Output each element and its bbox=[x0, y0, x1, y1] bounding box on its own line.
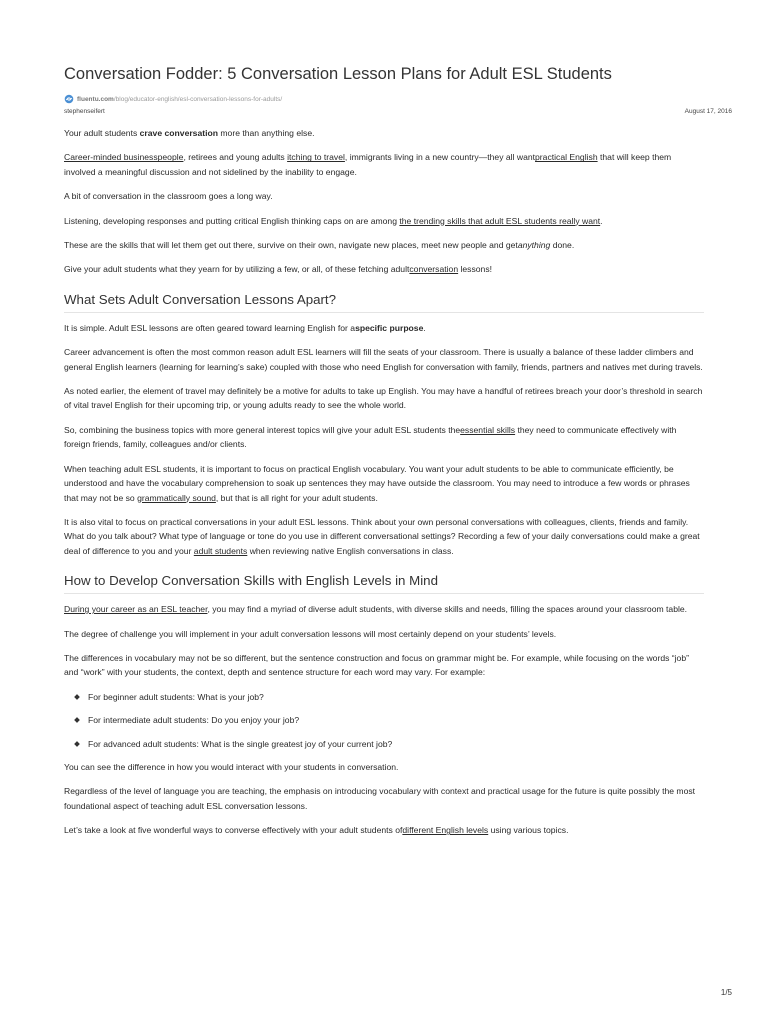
section1-paragraph-3: As noted earlier, the element of travel may definitely be a motive for adults to take up English. You may have a handful of retirees breach your door’s threshold in search of vital travel English for their upcoming trip, or young adults ready to see the whole world. bbox=[64, 386, 703, 411]
link-essential-skills[interactable]: essential skills bbox=[460, 424, 516, 435]
link-different-english-levels[interactable]: different English levels bbox=[402, 825, 489, 836]
source-url[interactable] bbox=[64, 93, 282, 105]
section1-paragraph-5: When teaching adult ESL students, it is important to focus on practical English vocabulary. You want your adult students to be able to communicate efficiently, be understood and have the vocabulary comprehension to soak up sentences they may have outside the classroom. You may need to introduce a few words or phrases that may not be so grammatically sound, but that is all right for your adult students. bbox=[64, 463, 690, 503]
section1-paragraph-1: It is simple. Adult ESL lessons are often geared toward learning English for aspecific purpose. bbox=[64, 322, 426, 333]
section2-paragraph-1: During your career as an ESL teacher, you may find a myriad of diverse adult students, with diverse skills and needs, filling the spaces around your classroom table. bbox=[64, 604, 688, 615]
link-icon bbox=[64, 94, 74, 104]
intro-paragraph-6: Give your adult students what they yearn for by utilizing a few, or all, of these fetching adultconversation lessons! bbox=[64, 264, 493, 275]
author-name: stephenseifert bbox=[64, 108, 105, 115]
section2-paragraph-6: Let’s take a look at five wonderful ways to converse effectively with your adult students ofdifferent English levels using various topics. bbox=[64, 825, 569, 836]
section-heading-adult-lessons-apart: What Sets Adult Conversation Lessons Apart? bbox=[64, 291, 704, 313]
intro-paragraph-2: Career-minded businesspeople, retirees and young adults itching to travel, immigrants living in a new country—they all wantpractical English that will keep them involved a meaningful discussion and not sidelined by the inability to engage. bbox=[64, 152, 672, 177]
section1-paragraph-2: Career advancement is often the most common reason adult ESL learners will fill the seats of your classroom. There is usually a balance of these ladder climbers and general English learners (learning for learning’s sake) coupled with those who need English for conversation with family, friends, partners and natives met during travels. bbox=[64, 347, 703, 372]
intro-paragraph-4: Listening, developing responses and putting critical English thinking caps on are among the trending skills that adult ESL students really want. bbox=[64, 215, 603, 226]
link-adult-students[interactable]: adult students bbox=[193, 545, 248, 556]
publish-date: August 17, 2016 bbox=[684, 108, 732, 115]
article-meta bbox=[64, 108, 732, 115]
section2-paragraph-2: The degree of challenge you will implement in your adult conversation lessons will most certainly depend on your students’ levels. bbox=[64, 628, 557, 639]
bullet-icon bbox=[74, 694, 80, 700]
bullet-icon bbox=[74, 741, 80, 747]
bullet-icon bbox=[74, 717, 80, 723]
level-examples-list bbox=[64, 690, 704, 751]
section2-paragraph-5: Regardless of the level of language you are teaching, the emphasis on introducing vocabulary with context and practical usage for the future is quite possibly the most foundational aspect of teaching adult ESL conversation lessons. bbox=[64, 786, 696, 811]
link-practical-english[interactable]: practical English bbox=[535, 152, 598, 163]
section1-paragraph-4: So, combining the business topics with more general interest topics will give your adult ESL students theessential skills they need to communicate effectively with foreign friends, family, colleagues and/or clients. bbox=[64, 424, 677, 450]
section-heading-conversation-skills: How to Develop Conversation Skills with English Levels in Mind bbox=[64, 572, 704, 594]
list-item: For intermediate adult students: Do you enjoy your job? bbox=[88, 713, 704, 727]
link-grammatically-sound[interactable]: grammatically sound bbox=[137, 492, 216, 503]
link-trending-skills[interactable]: the trending skills that adult ESL students really want bbox=[399, 215, 601, 226]
section2-paragraph-3: The differences in vocabulary may not be so different, but the sentence construction and focus on grammar might be. For example, while focusing on the words “job” and “work” with your students, the context, depth and sentence structure for each word may vary. For example: bbox=[64, 652, 689, 678]
intro-paragraph-5: These are the skills that will let them get out there, survive on their own, navigate new places, meet new people and getanything done. bbox=[64, 240, 575, 251]
page-number: 1/5 bbox=[720, 988, 732, 997]
intro-paragraph-3: A bit of conversation in the classroom goes a long way. bbox=[64, 191, 273, 202]
source-domain: fluentu.com bbox=[77, 95, 114, 103]
link-conversation[interactable]: conversation bbox=[409, 264, 459, 275]
source-path: /blog/educator-english/esl-conversation-lessons-for-adults/ bbox=[113, 95, 283, 103]
intro-paragraph-1: Your adult students crave conversation more than anything else. bbox=[64, 128, 315, 138]
article-body bbox=[64, 126, 704, 848]
section1-paragraph-6: It is also vital to focus on practical conversations in your adult ESL lessons. Think about your own personal conversations with colleagues, clients, friends and family. What do you talk about? What type of language or tone do you use in different conversational settings? Recording a few of your daily conversations could make a great deal of difference to you and your adult students when reviewing native English conversations in class. bbox=[64, 516, 700, 556]
section2-paragraph-4: You can see the difference in how you would interact with your students in conversation. bbox=[64, 761, 399, 772]
list-item: For advanced adult students: What is the single greatest joy of your current job? bbox=[88, 737, 704, 751]
page-title: Conversation Fodder: 5 Conversation Lesson Plans for Adult ESL Students bbox=[64, 65, 612, 83]
link-career-minded-businesspeople[interactable]: Career-minded businesspeople bbox=[64, 152, 184, 163]
list-item: For beginner adult students: What is your job? bbox=[88, 690, 704, 704]
link-esl-teacher-career[interactable]: During your career as an ESL teacher bbox=[64, 604, 208, 615]
link-itching-to-travel[interactable]: itching to travel bbox=[287, 152, 345, 163]
